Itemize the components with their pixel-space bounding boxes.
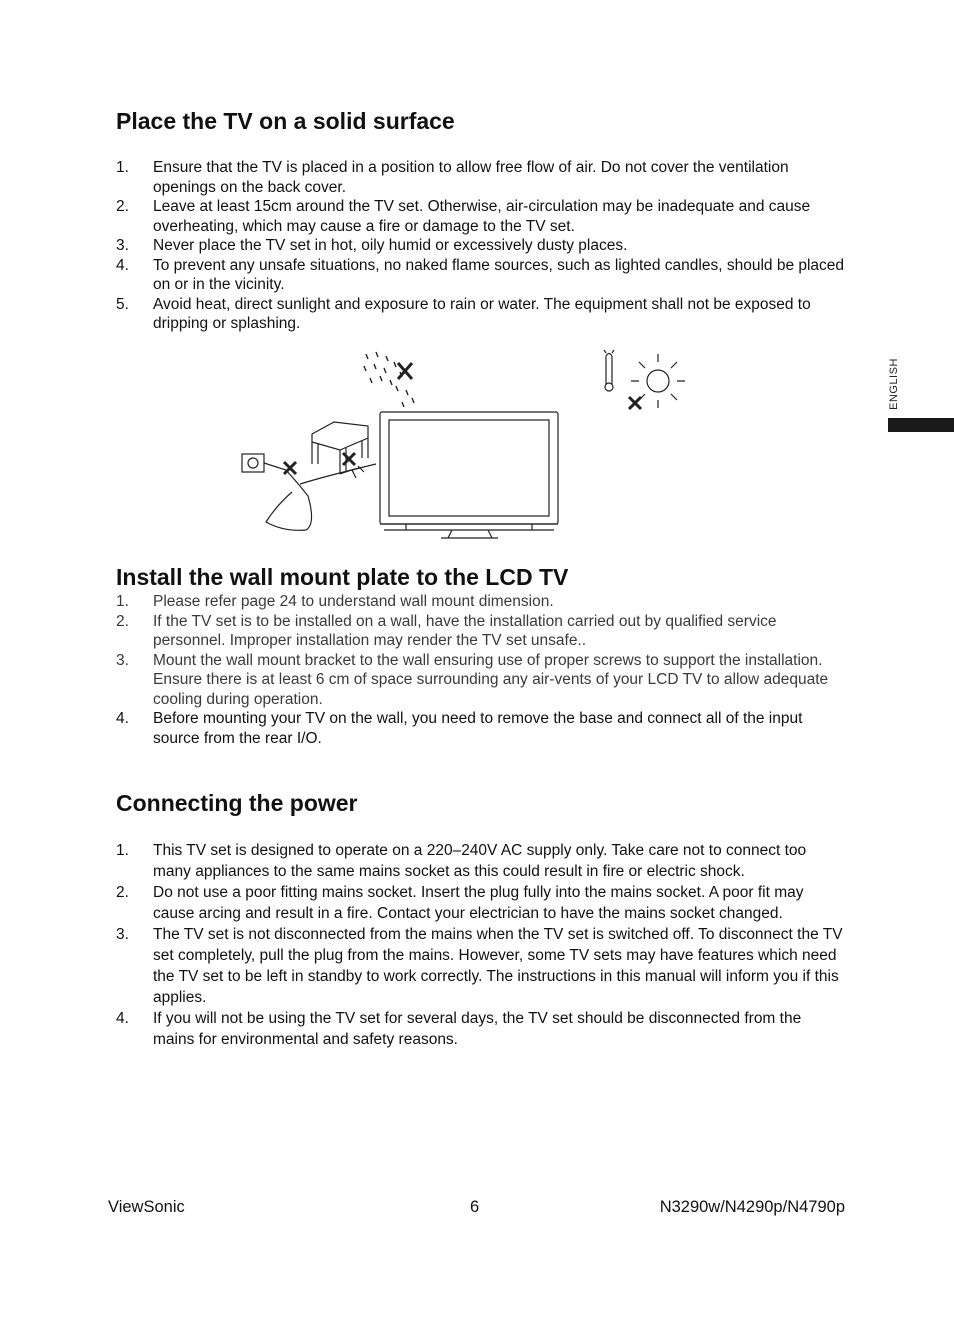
- prohibited-plug-icon: [284, 462, 296, 474]
- list-item: 5. Avoid heat, direct sunlight and exposure to rain or water. The equipment shall not be exposed to dripping or splashing.: [116, 295, 811, 332]
- list-item: 1. Ensure that the TV is placed in a position to allow free flow of air. Do not cover the ventilation openings on the back cover.: [116, 159, 789, 196]
- list-item: 4. Before mounting your TV on the wall, you need to remove the base and connect all of the input source from the rear I/O.: [116, 710, 803, 747]
- list-item: 2. If the TV set is to be installed on a wall, have the installation carried out by qualified service personnel. Improper installation may render the TV set unsafe..: [116, 612, 777, 649]
- section-title-placement: Place the TV on a solid surface: [116, 108, 455, 134]
- footer-model: N3290w/N4290p/N4790p: [659, 1198, 845, 1216]
- list-item: 4. If you will not be using the TV set for several days, the TV set should be disconnected from the mains for environmental and safety reasons.: [116, 1010, 802, 1048]
- wall-mount-list: [116, 592, 846, 748]
- prohibited-table-icon: [343, 453, 355, 465]
- rain-icon: [364, 352, 414, 407]
- prohibited-heat-icon: [629, 397, 641, 409]
- list-item: 2. Do not use a poor fitting mains socket. Insert the plug fully into the mains socket. A poor fit may cause arcing and result in a fire. Contact your electrician to have the mains socket changed.: [116, 884, 804, 922]
- language-tab: [884, 352, 904, 416]
- list-item: 1. Please refer page 24 to understand wall mount dimension.: [116, 593, 554, 610]
- list-item: 2. Leave at least 15cm around the TV set. Otherwise, air-circulation may be inadequate and cause overheating, which may cause a fire or damage to the TV set.: [116, 198, 811, 235]
- section-title-wall-mount: Install the wall mount plate to the LCD TV: [116, 564, 569, 590]
- language-tab-bar: [888, 418, 954, 432]
- power-list: [116, 840, 846, 1050]
- footer-page-number: 6: [470, 1198, 480, 1216]
- wall-socket-icon: [242, 454, 264, 472]
- placement-warning-illustration: [236, 346, 696, 546]
- tv-illustration: [380, 412, 558, 538]
- list-item: 3. Mount the wall mount bracket to the wall ensuring use of proper screws to support the installation. Ensure there is at least 6 cm of space surrounding any air-vents of your LCD TV to allow adequate cooling during operation.: [116, 651, 829, 708]
- placement-list: [116, 158, 846, 334]
- footer-brand: ViewSonic: [108, 1198, 185, 1216]
- table-illustration: [312, 422, 368, 474]
- list-item: 1. This TV set is designed to operate on a 220–240V AC supply only. Take care not to connect too many appliances to the same mains socket as this could result in fire or electric shock.: [116, 842, 807, 880]
- section-title-power: Connecting the power: [116, 790, 358, 816]
- thermometer-icon: [604, 350, 614, 391]
- language-label: ENGLISH: [888, 358, 901, 410]
- list-item: 3. Never place the TV set in hot, oily humid or excessively dusty places.: [116, 237, 628, 254]
- plug-cord-illustration: [264, 463, 376, 530]
- prohibited-rain-icon: [398, 363, 412, 379]
- list-item: 3. The TV set is not disconnected from the mains when the TV set is switched off. To disconnect the TV set completely, pull the plug from the mains. However, some TV sets may have features which need the TV set to be left in standby to work correctly. The instructions in this manual will inform you if this applies.: [116, 926, 843, 1006]
- list-item: 4. To prevent any unsafe situations, no naked flame sources, such as lighted candles, should be placed on or in the vicinity.: [116, 256, 845, 293]
